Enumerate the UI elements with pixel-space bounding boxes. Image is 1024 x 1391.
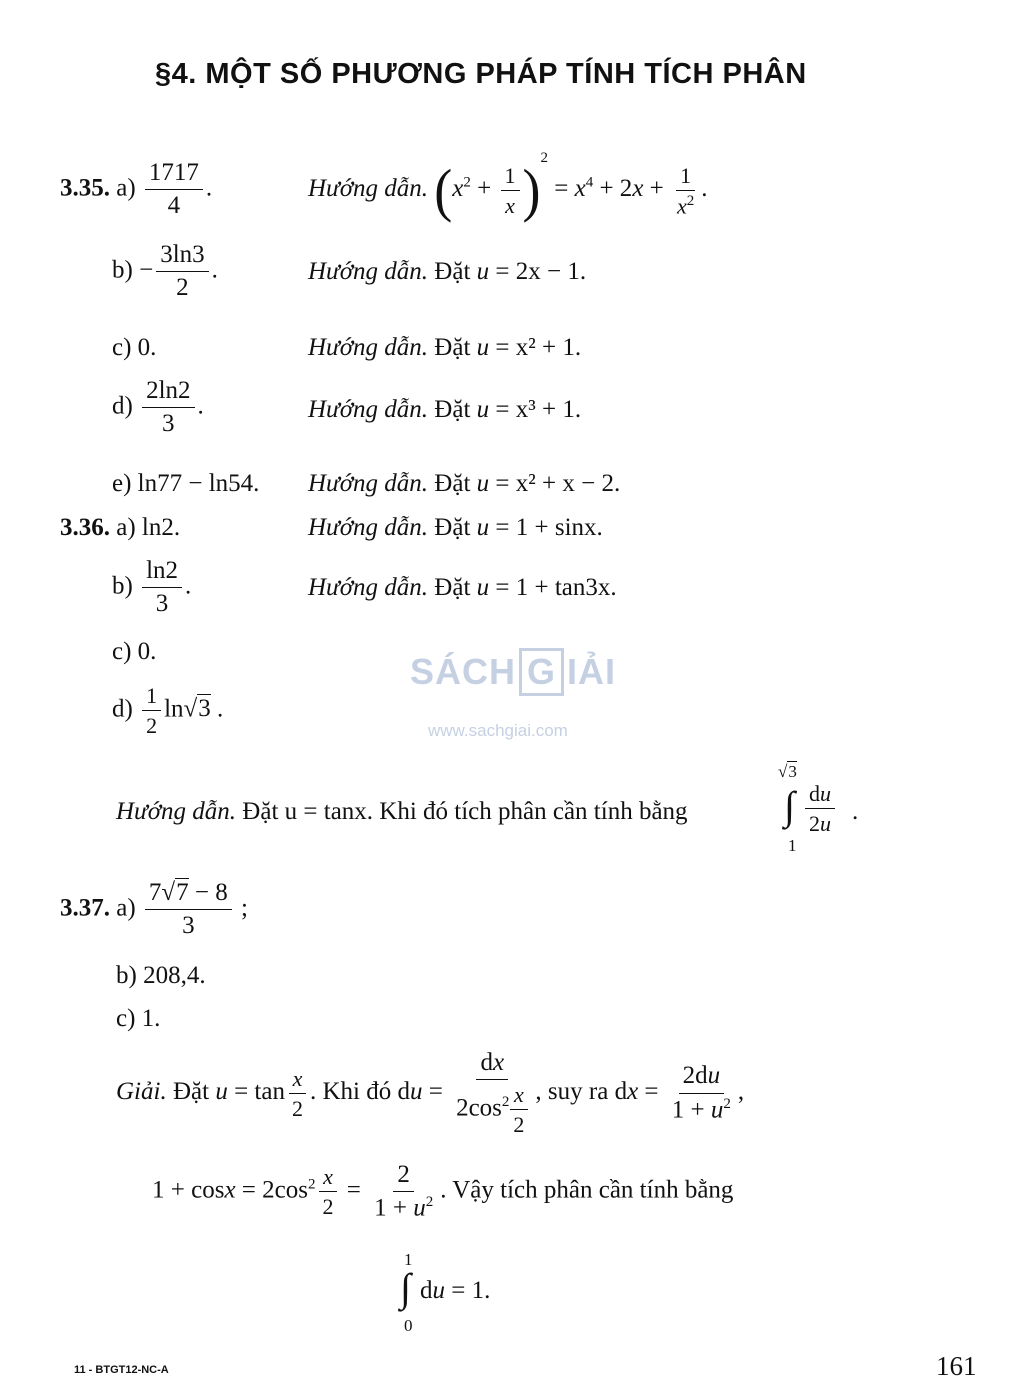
page-title: §4. MỘT SỐ PHƯƠNG PHÁP TÍNH TÍCH PHÂN — [155, 58, 807, 90]
solution-line-1: Giải. Đặt u = tan $\frac{x}{2}$ . Khi đó du = dx $2\cos^2$ $\frac{x}{2}$ , suy ra dx = $\frac{2du}{1 + u^2}$ , — [116, 1049, 745, 1138]
hint-3-36-d: Hướng dẫn. Đặt u = tanx. Khi đó tích phân cần tính bằng — [116, 798, 688, 825]
answer-fraction: $\frac{2\ln 2}{3}$ — [142, 378, 194, 438]
hint-3-35-a: Hướng dẫn. ($x^2$ + $\frac{1}{x}$ )$^2 = x^4 + 2x$ + $\frac{1}{x^2}$ . — [308, 150, 708, 224]
watermark-logo: SÁCH G IẢI — [410, 648, 616, 696]
hint-3-36-b: Hướng dẫn. Đặt u = 1 + tan3x. — [308, 574, 617, 601]
page-number: 161 — [936, 1351, 977, 1381]
hint-3-35-c: Hướng dẫn. Đặt u = x² + 1. — [308, 334, 582, 361]
exercise-3-35-e: e) ln77 − ln54. — [112, 470, 260, 497]
exercise-3-35-d: d) $\frac{2\ln 2}{3}$ . — [112, 377, 204, 438]
part-label: a) — [116, 174, 136, 202]
answer-fraction: $\frac{1717}{4}$ — [145, 160, 203, 220]
exercise-3-35-a: 3.35. a) $\frac{1717}{4}$ . — [60, 159, 213, 220]
exercise-3-36-c: c) 0. — [112, 638, 157, 665]
exercise-number: 3.36. — [60, 514, 110, 541]
exercise-number: 3.35. — [60, 174, 110, 202]
hint-label: Hướng dẫn. — [308, 175, 429, 202]
solution-line-2: $1 + \cos x = 2\cos^2$ $\frac{x}{2}$ = $\frac{2}{1 + u^2}$ . Vậy tích phân cần tính bằng — [152, 1161, 734, 1222]
answer-fraction: $\frac{3\ln 3}{2}$ — [156, 242, 208, 302]
exercise-3-37-a: 3.37. a) $\frac{7√7 - 8}{3}$ ; — [60, 879, 248, 940]
exercise-number: 3.37. — [60, 894, 110, 922]
exercise-3-35-c: c) 0. — [112, 334, 157, 361]
exercise-3-37-c: c) 1. — [116, 1005, 161, 1032]
footer-code: 11 - BTGT12-NC-A — [74, 1364, 169, 1376]
hint-3-35-b: Hướng dẫn. Đặt u = 2x − 1. — [308, 258, 587, 285]
exercise-3-35-b: b) − $\frac{3\ln 3}{2}$ . — [112, 241, 218, 302]
hint-3-35-e: Hướng dẫn. Đặt u = x² + x − 2. — [308, 470, 621, 497]
hint-3-36-a: Hướng dẫn. Đặt u = 1 + sinx. — [308, 514, 603, 541]
exercise-3-37-b: b) 208,4. — [116, 962, 206, 989]
hint-3-35-d: Hướng dẫn. Đặt u = x³ + 1. — [308, 396, 582, 423]
exercise-3-36-b: b) $\frac{\ln 2}{3}$ . — [112, 557, 192, 618]
answer-fraction: $\frac{\ln 2}{3}$ — [142, 558, 182, 618]
exercise-3-36-a: 3.36. a) ln2. — [60, 514, 181, 541]
integral-3-36: √3 ∫ 1 $\frac{du}{2u}$ . — [778, 762, 859, 855]
watermark-url: www.sachgiai.com — [428, 721, 568, 740]
exercise-3-36-d: d) $\frac{1}{2}$ ln√3 . — [112, 683, 224, 739]
final-integral: 1 ∫ 0 du = 1. — [400, 1250, 491, 1335]
